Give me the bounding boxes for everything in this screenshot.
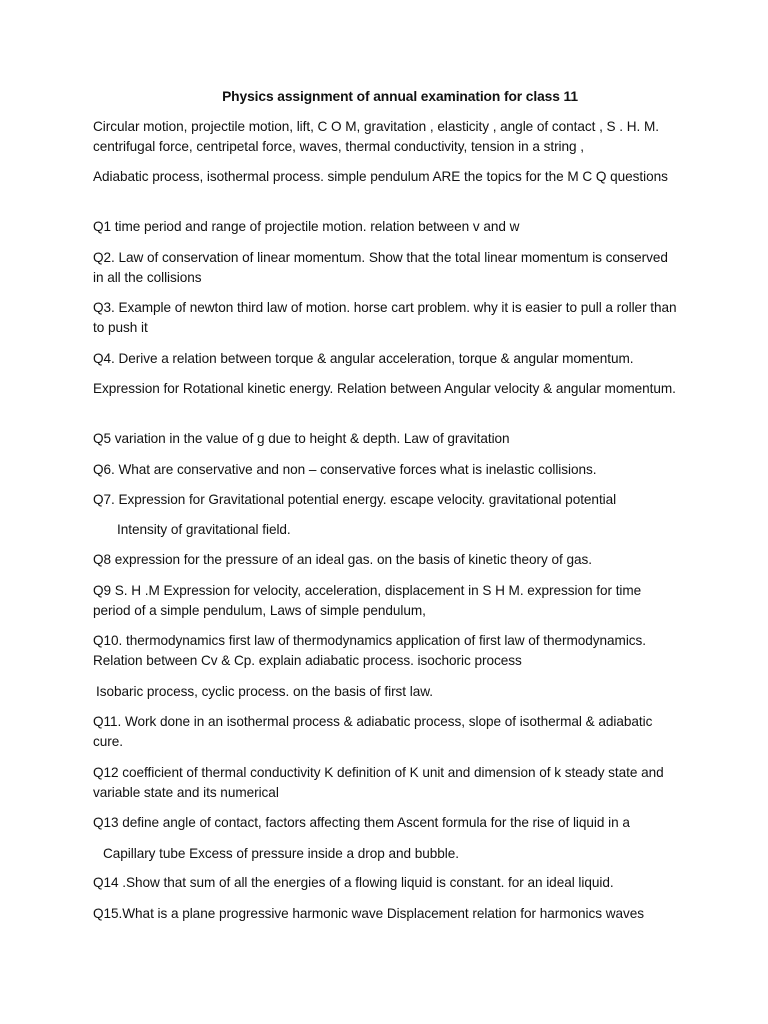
- paragraph-mcq-topics: Adiabatic process, isothermal process. simple pendulum ARE the topics for the M C Q questions: [93, 169, 668, 184]
- paragraph-topics: Circular motion, projectile motion, lift, C O M, gravitation , elasticity , angle of contact , S . H. M. centrifugal force, centripetal force, waves, thermal conductivity, tension in a string ,: [93, 119, 659, 154]
- question-q2: Q2. Law of conservation of linear momentum. Show that the total linear momentum is conserved in all the collisions: [93, 250, 668, 285]
- question-q12: Q12 coefficient of thermal conductivity K definition of K unit and dimension of k steady state and variable state and its numerical: [93, 765, 664, 800]
- question-q4-continued: Expression for Rotational kinetic energy. Relation between Angular velocity & angular momentum.: [93, 381, 676, 396]
- question-q1: Q1 time period and range of projectile motion. relation between v and w: [93, 219, 520, 234]
- question-q14: Q14 .Show that sum of all the energies of a flowing liquid is constant. for an ideal liquid.: [93, 875, 614, 890]
- question-q13: Q13 define angle of contact, factors affecting them Ascent formula for the rise of liquid in a: [93, 815, 630, 830]
- question-q15: Q15.What is a plane progressive harmonic wave Displacement relation for harmonics waves: [93, 906, 644, 921]
- question-q9: Q9 S. H .M Expression for velocity, acceleration, displacement in S H M. expression for time period of a simple pendulum, Laws of simple pendulum,: [93, 583, 642, 618]
- question-q10: Q10. thermodynamics first law of thermodynamics application of first law of thermodynamics. Relation between Cv & Cp. explain adiabatic process. isochoric process: [93, 633, 647, 668]
- question-q7-continued: Intensity of gravitational field.: [117, 522, 291, 537]
- question-q8: Q8 expression for the pressure of an ideal gas. on the basis of kinetic theory of gas.: [93, 552, 592, 567]
- question-q10-continued: Isobaric process, cyclic process. on the basis of first law.: [96, 684, 433, 699]
- question-q13-continued: Capillary tube Excess of pressure inside a drop and bubble.: [103, 846, 459, 861]
- question-q11: Q11. Work done in an isothermal process & adiabatic process, slope of isothermal & adiabatic cure.: [93, 714, 653, 749]
- question-q5: Q5 variation in the value of g due to height & depth. Law of gravitation: [93, 431, 510, 446]
- question-q6: Q6. What are conservative and non – conservative forces what is inelastic collisions.: [93, 462, 597, 477]
- question-q4: Q4. Derive a relation between torque & angular acceleration, torque & angular momentum.: [93, 351, 634, 366]
- question-q7: Q7. Expression for Gravitational potential energy. escape velocity. gravitational potential: [93, 492, 617, 507]
- question-q3: Q3. Example of newton third law of motion. horse cart problem. why it is easier to pull a roller than to push it: [93, 300, 677, 335]
- document-title: Physics assignment of annual examination for class 11: [222, 89, 578, 104]
